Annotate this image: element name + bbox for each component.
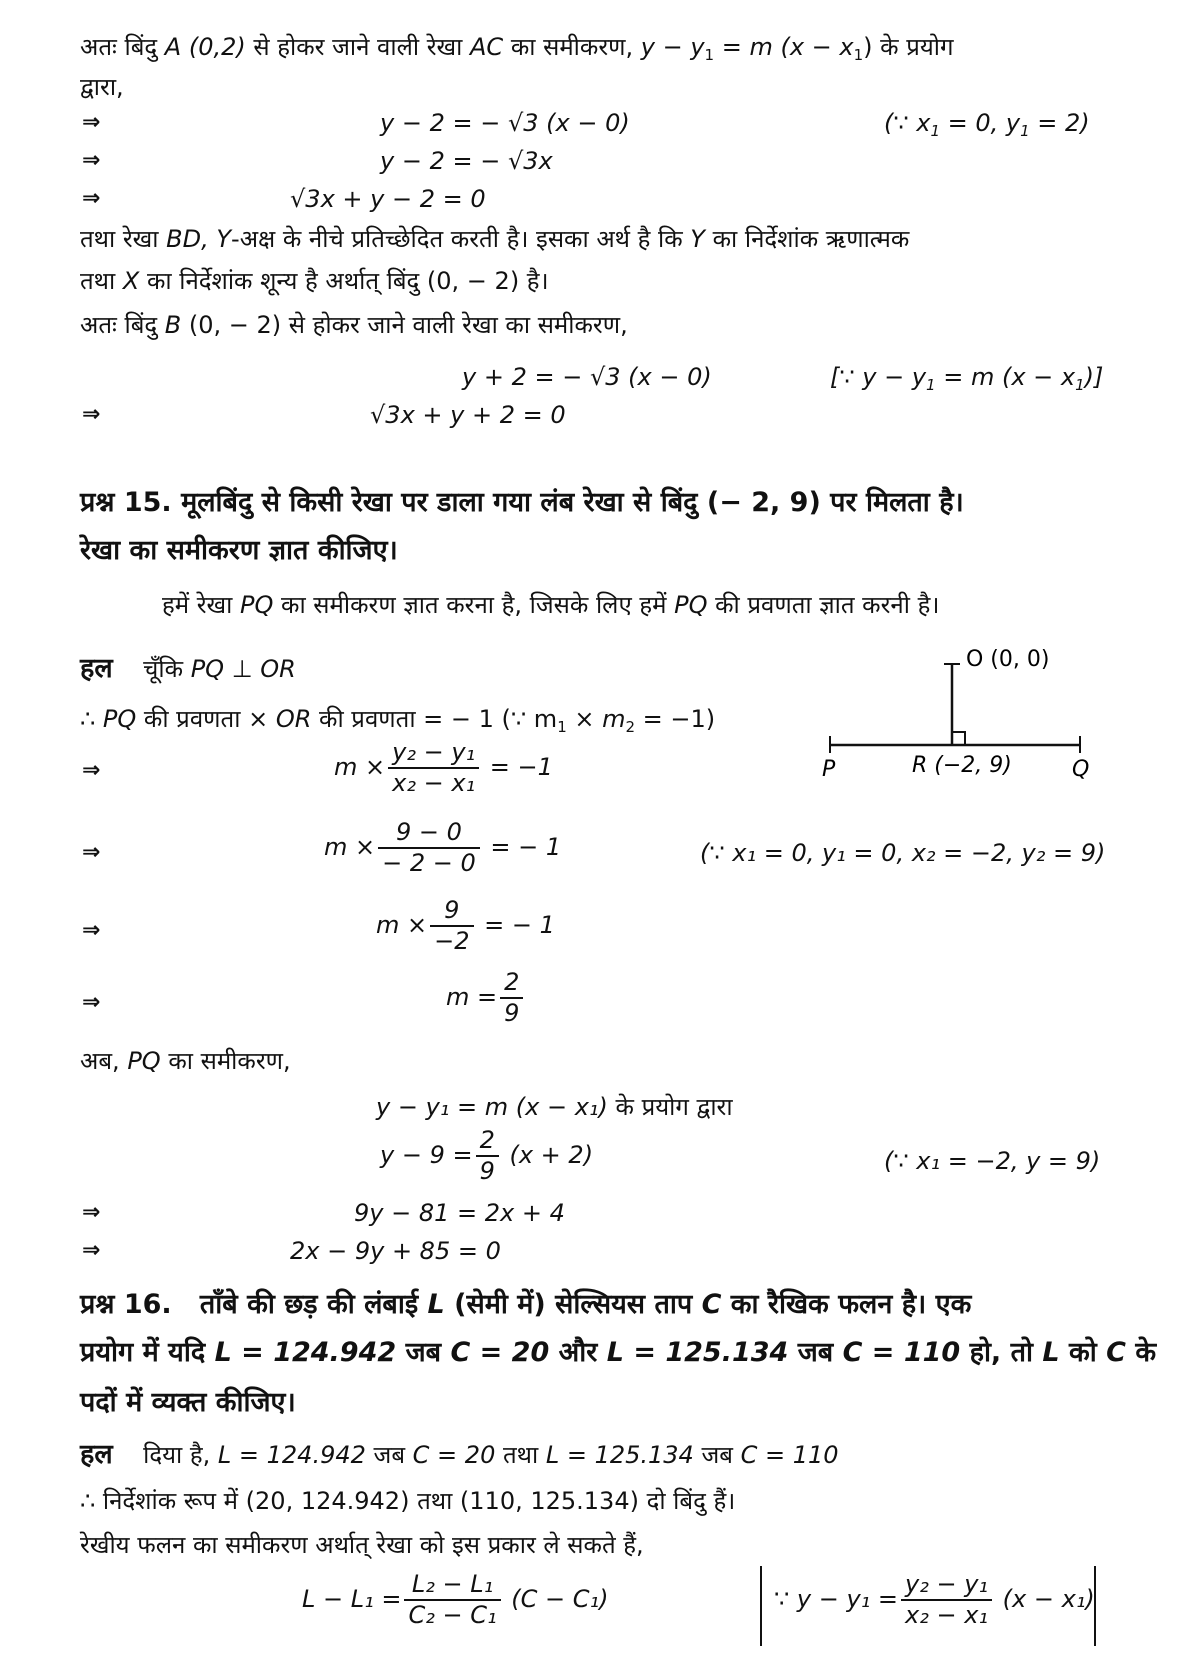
note-text: [∵ y − y	[830, 363, 927, 391]
text: ∵ y − y₁ =	[774, 1585, 899, 1614]
implies-arrow: ⇒	[82, 840, 101, 865]
denominator: x₂ − x₁	[392, 769, 476, 798]
solution-line	[376, 1092, 733, 1122]
equation-note	[884, 108, 1090, 146]
label-r: R (−2, 9)	[912, 753, 1012, 778]
text: का समीकरण,	[503, 33, 641, 61]
subscript: 1	[557, 718, 567, 736]
axis-y: Y	[690, 225, 705, 253]
equation: 2x − 9y + 85 = 0	[290, 1237, 501, 1265]
subscript: 1	[853, 46, 864, 64]
value: L = 125.134	[545, 1441, 694, 1469]
text: (C − C₁)	[503, 1585, 609, 1614]
line-ac: AC	[470, 33, 504, 61]
text: का समीकरण ज्ञात करना है, जिसके लिए हमें	[273, 591, 675, 619]
numerator: 2	[476, 1128, 499, 1157]
text: जब	[365, 1441, 413, 1469]
question-label: प्रश्न 15.	[80, 487, 172, 518]
value: C = 20	[412, 1441, 496, 1469]
text: के	[1125, 1337, 1157, 1368]
line-pq: PQ	[127, 1047, 161, 1075]
equation	[324, 820, 561, 876]
hint-line	[162, 590, 939, 620]
implies-arrow: ⇒	[82, 918, 101, 943]
text: का निर्देशांक ऋणात्मक	[704, 225, 910, 253]
question-line	[80, 1338, 1156, 1368]
text: ताँबे की छड़ की लंबाई	[199, 1289, 428, 1320]
text: अतः बिंदु	[80, 33, 165, 61]
text: का निर्देशांक शून्य है अर्थात् बिंदु (0, − 2) है।	[139, 267, 549, 295]
text: = − 1	[476, 911, 555, 940]
text: × m	[566, 705, 626, 733]
text: ∴	[80, 705, 103, 733]
text: तथा	[495, 1441, 546, 1469]
equation: √3x + y + 2 = 0	[370, 401, 566, 429]
var-l: L	[1042, 1337, 1060, 1368]
text: (x − x₁)	[995, 1585, 1095, 1614]
line-pq: PQ	[102, 705, 137, 733]
solution-label: हल	[80, 1439, 113, 1470]
equation: y − 2 = − √3x	[380, 147, 553, 175]
denominator: C₂ − C₁	[408, 1601, 497, 1630]
equation	[446, 970, 526, 1026]
implies-arrow: ⇒	[82, 148, 101, 173]
equation: y + 2 = − √3 (x − 0)	[462, 363, 712, 391]
text: (सेमी में) सेल्सियस ताप	[444, 1289, 702, 1320]
fraction	[404, 1572, 500, 1628]
solution-line	[80, 1046, 291, 1076]
text: जब	[693, 1441, 741, 1469]
subscript: 1	[1020, 122, 1030, 140]
text: m ×	[334, 753, 386, 782]
denominator: − 2 − 0	[382, 849, 476, 878]
equation	[334, 740, 553, 796]
equation	[380, 1128, 593, 1184]
paragraph-line	[80, 32, 954, 70]
numerator: 2	[500, 970, 523, 999]
numerator: L₂ − L₁	[404, 1572, 500, 1601]
paragraph-line	[80, 224, 909, 254]
equation	[302, 1572, 608, 1628]
point-a: A (0,2)	[164, 33, 246, 61]
label-o: O (0, 0)	[966, 647, 1050, 672]
text: y − 9 =	[380, 1141, 473, 1170]
implies-arrow: ⇒	[82, 990, 101, 1015]
value: C = 110	[740, 1441, 839, 1469]
var-c: C	[701, 1289, 722, 1320]
implies-arrow: ⇒	[82, 758, 101, 783]
formula: y − y₁ = m (x − x₁)	[376, 1093, 608, 1121]
formula: = m (x − x	[714, 33, 854, 61]
text: हो, तो	[960, 1337, 1043, 1368]
paragraph-line	[80, 310, 628, 340]
question-line	[80, 1290, 971, 1320]
line-bd: BD, Y	[166, 225, 232, 253]
question-line: रेखा का समीकरण ज्ञात कीजिए।	[80, 535, 398, 566]
text: के प्रयोग द्वारा	[607, 1093, 733, 1121]
denominator: x₂ − x₁	[905, 1601, 989, 1630]
equation: √3x + y − 2 = 0	[290, 185, 486, 213]
note-text: = 0, y	[940, 109, 1021, 137]
text: जब	[788, 1337, 843, 1368]
question-line: पदों में व्यक्त कीजिए।	[80, 1387, 296, 1418]
formula: PQ ⊥ OR	[190, 655, 296, 683]
value: L = 124.942	[214, 1337, 397, 1368]
solution-line	[80, 704, 715, 742]
solution-label: हल	[80, 653, 113, 684]
value: L = 125.134	[606, 1337, 789, 1368]
fraction	[378, 820, 480, 876]
solution-line	[80, 654, 296, 684]
text: m =	[446, 983, 498, 1012]
text: अतः बिंदु	[80, 311, 165, 339]
subscript: 1	[704, 46, 715, 64]
text: (x + 2)	[501, 1141, 594, 1170]
question-text: मूलबिंदु से किसी रेखा पर डाला गया लंब रेखा से बिंदु (− 2, 9) पर मिलता है।	[181, 487, 964, 518]
paragraph-line: द्वारा,	[80, 73, 124, 101]
question-line	[80, 488, 964, 518]
text: का रैखिक फलन है। एक	[721, 1289, 972, 1320]
equation: 9y − 81 = 2x + 4	[354, 1199, 565, 1227]
value: C = 20	[450, 1337, 550, 1368]
label-p: P	[822, 757, 836, 782]
numerator: y₂ − y₁	[388, 740, 479, 769]
text: हमें रेखा	[162, 591, 241, 619]
text: प्रयोग में यदि	[80, 1337, 215, 1368]
text: का समीकरण,	[160, 1047, 291, 1075]
var-l: L	[427, 1289, 445, 1320]
text: ) के प्रयोग	[863, 33, 954, 61]
point-b: B	[164, 311, 182, 339]
text: m ×	[376, 911, 428, 940]
text: (0, − 2) से होकर जाने वाली रेखा का समीकरण,	[181, 311, 628, 339]
value: C = 110	[842, 1337, 961, 1368]
right-angle-mark	[952, 732, 965, 745]
text: चूँकि	[143, 655, 191, 683]
var-c: C	[1106, 1337, 1126, 1368]
line-pq: PQ	[674, 591, 708, 619]
fraction	[901, 1572, 992, 1628]
solution-line	[80, 1440, 839, 1470]
solution-line: ∴ निर्देशांक रूप में (20, 124.942) तथा (110, 125.134) दो बिंदु हैं।	[80, 1487, 736, 1515]
note-text: )]	[1084, 363, 1104, 391]
perpendicular-figure	[820, 640, 1100, 790]
text: की प्रवणता = − 1 (∵ m	[311, 705, 558, 733]
value: L = 124.942	[217, 1441, 366, 1469]
text: से होकर जाने वाली रेखा	[245, 33, 471, 61]
line-or: OR	[275, 705, 312, 733]
numerator: 9	[430, 898, 473, 927]
numerator: 9 − 0	[378, 820, 480, 849]
question-label: प्रश्न 16.	[80, 1289, 172, 1320]
implies-arrow: ⇒	[82, 1238, 101, 1263]
text: जब	[396, 1337, 451, 1368]
note-text: (∵ x	[884, 109, 931, 137]
subscript: 1	[926, 376, 936, 394]
text: दिया है,	[143, 1441, 218, 1469]
solution-line: रेखीय फलन का समीकरण अर्थात् रेखा को इस प्रकार ले सकते हैं,	[80, 1531, 644, 1559]
fraction	[476, 1128, 499, 1184]
text: = −1)	[635, 705, 716, 733]
fraction	[430, 898, 473, 954]
formula: y − y	[640, 33, 705, 61]
text: -अक्ष के नीचे प्रतिच्छेदित करती है। इसका अर्थ है कि	[231, 225, 691, 253]
implies-arrow: ⇒	[82, 1200, 101, 1225]
equation-note: (∵ x₁ = 0, y₁ = 0, x₂ = −2, y₂ = 9)	[700, 839, 1106, 867]
text: = − 1	[482, 833, 562, 862]
axis-x: X	[122, 267, 140, 295]
equation-note: (∵ x₁ = −2, y = 9)	[884, 1147, 1101, 1175]
note-text: = m (x − x	[935, 363, 1076, 391]
equation-note	[830, 362, 1103, 400]
equation-note	[774, 1572, 1095, 1628]
note-text: = 2)	[1029, 109, 1090, 137]
line-pq: PQ	[240, 591, 274, 619]
text: की प्रवणता ×	[136, 705, 276, 733]
text: को	[1059, 1337, 1107, 1368]
implies-arrow: ⇒	[82, 402, 101, 427]
denominator: −2	[434, 927, 470, 956]
subscript: 1	[1075, 376, 1085, 394]
subscript: 2	[625, 718, 636, 736]
subscript: 1	[930, 122, 941, 140]
fraction	[500, 970, 523, 1026]
equation	[376, 898, 555, 954]
text: अब,	[80, 1047, 128, 1075]
fraction	[388, 740, 479, 796]
text: m ×	[324, 833, 376, 862]
text: L − L₁ =	[302, 1585, 402, 1614]
text: की प्रवणता ज्ञात करनी है।	[707, 591, 940, 619]
text: और	[549, 1337, 607, 1368]
implies-arrow: ⇒	[82, 186, 101, 211]
text: तथा रेखा	[80, 225, 167, 253]
implies-arrow: ⇒	[82, 110, 101, 135]
text: = −1	[482, 753, 553, 782]
equation: y − 2 = − √3 (x − 0)	[380, 109, 630, 137]
denominator: 9	[504, 999, 520, 1028]
numerator: y₂ − y₁	[901, 1572, 992, 1601]
label-q: Q	[1072, 757, 1090, 782]
paragraph-line	[80, 266, 549, 296]
denominator: 9	[479, 1157, 495, 1186]
text: तथा	[80, 267, 123, 295]
